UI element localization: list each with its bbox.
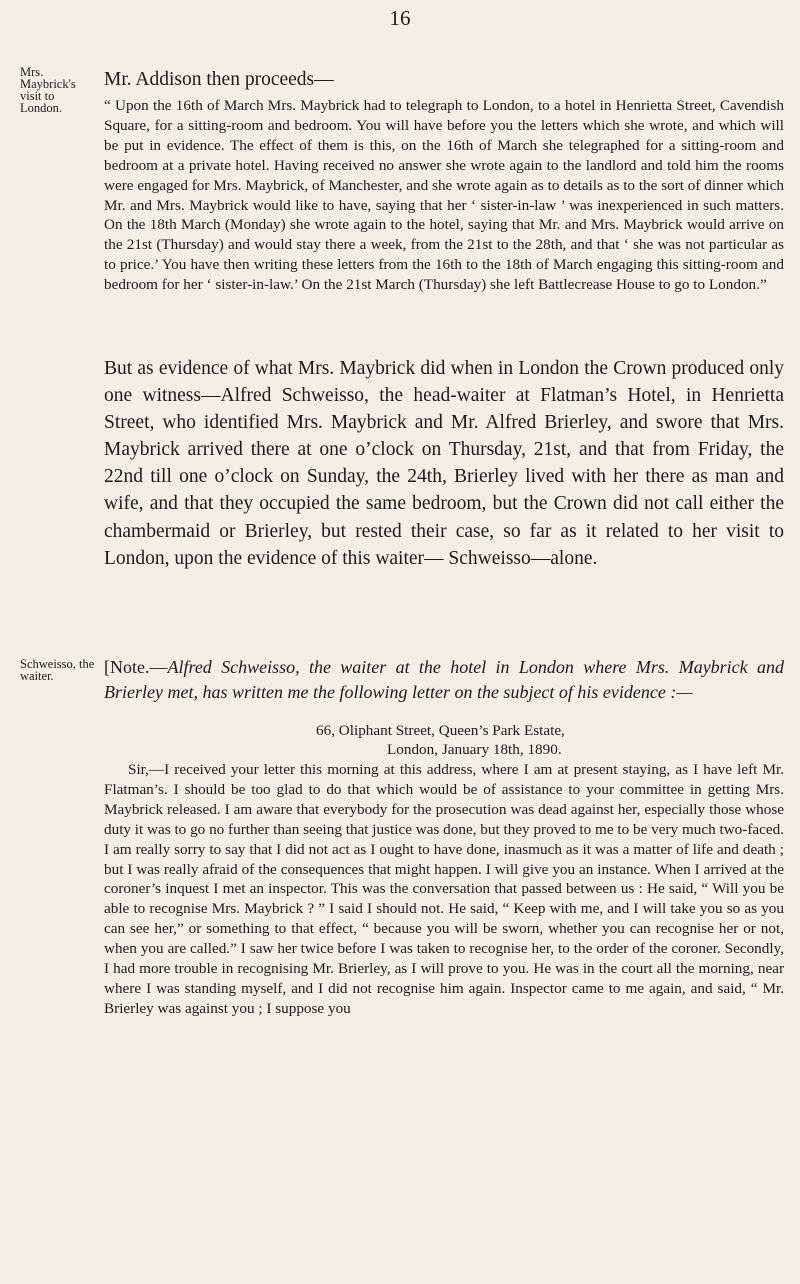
margin-note-schweisso [20, 658, 96, 682]
address-line-street: 66, Oliphant Street, Queen’s Park Estate, [316, 722, 565, 739]
schweisso-letter-body: Sir,—I received your letter this morning at this address, where I am at present staying, as I have left Mr. Flatman’s. I should be too glad to do that which would be of assistance to your committee in getting Mrs. Maybrick released. I am aware that everybody for the prosecution was dead against her, especially those whose duty it was to go no further than seeing that justice was done, but they proved to me to be very much two-faced. I am really sorry to say that I did not act as I ought to have done, inasmuch as it was a matter of life and death ; but I was really afraid of the consequences that might happen. I will give you an instance. When I arrived at the coroner’s inquest I met an inspector. This was the conversation that passed between us : He said, “ Will you be able to recognise Mrs. Maybrick ? ” I said I should not. He said, “ Keep with me, and I will take you so as you can see her,” or something to that effect, “ because you will be sworn, whether you can recognise her or not, when you are called.” I saw her twice before I was taken to recognise her, to the order of the coroner. Secondly, I had more trouble in recognising Mr. Brierley, as I will prove to you. He was in the court all the morning, near where I was standing myself, and I did not recognise him again. Inspector came to me again, and said, “ Mr. Brierley was against you ; I suppose you [104, 761, 784, 1017]
margin-note-line: visit to London. [20, 89, 63, 115]
editor-note-paragraph [104, 655, 784, 704]
letter-address [316, 721, 565, 759]
section-heading-line: Mr. Addison then proceeds— [104, 69, 334, 90]
main-body-paragraph: But as evidence of what Mrs. Maybrick did when in London the Crown produced only one witness—Alfred Schweisso, the head-waiter at Flatman’s Hotel, in Henrietta Street, who identified Mrs. Maybrick and Mr. Alfred Brierley, and swore that Mrs. Maybrick arrived there at one o’clock on Thursday, 21st, and that from Friday, the 22nd till one o’clock on Sunday, the 24th, Brierley lived with her there as man and wife, and that they occupied the same bedroom, but the Crown did not call either the chambermaid or Brierley, but rested their case, so far as it related to her visit to London, upon the evidence of this waiter— Schweisso—alone. [104, 358, 784, 569]
address-line-date: London, January 18th, 1890. [387, 741, 562, 759]
margin-note-line: Schweisso, the [20, 657, 95, 671]
note-label: [Note.— [104, 657, 168, 677]
margin-note-line: waiter. [20, 669, 54, 683]
margin-note-line: Mrs. Maybrick's [20, 65, 76, 91]
quoted-letter-paragraph: “ Upon the 16th of March Mrs. Maybrick had to telegraph to London, to a hotel in Henrietta Street, Cavendish Square, for a sitting-room and bedroom. You will have before you the letters which she wrote, and which will be put in evidence. The effect of them is this, on the 16th of March she telegraphed for a sitting-room and bedroom at a private hotel. Having received no answer she wrote again to the landlord and told him the rooms were engaged for Mrs. Maybrick, of Manchester, and she wrote again as to details as to the sort of dinner which Mr. and Mrs. Maybrick would like to have, saying that her ‘ sister-in-law ’ was inexperienced in such matters. On the 18th March (Monday) she wrote again to the hotel, saying that Mr. and Mrs. Maybrick would arrive on the 21st (Thursday) and would stay there a week, from the 21st to the 28th, and that ‘ she was not particular as to price.’ You have then writing these letters from the 16th to the 18th of March engaging this sitting-room and bedroom for her ‘ sister-in-law.’ On the 21st March (Thursday) she left Battlecrease House to go to London.” [104, 97, 784, 294]
page-number: 16 [389, 6, 411, 30]
note-text: Alfred Schweisso, the waiter at the hotel in London where Mrs. Maybrick and Brierley met, has written me the following letter on the subject of his evidence :— [104, 657, 784, 702]
margin-note-maybrick-visit [20, 66, 96, 114]
